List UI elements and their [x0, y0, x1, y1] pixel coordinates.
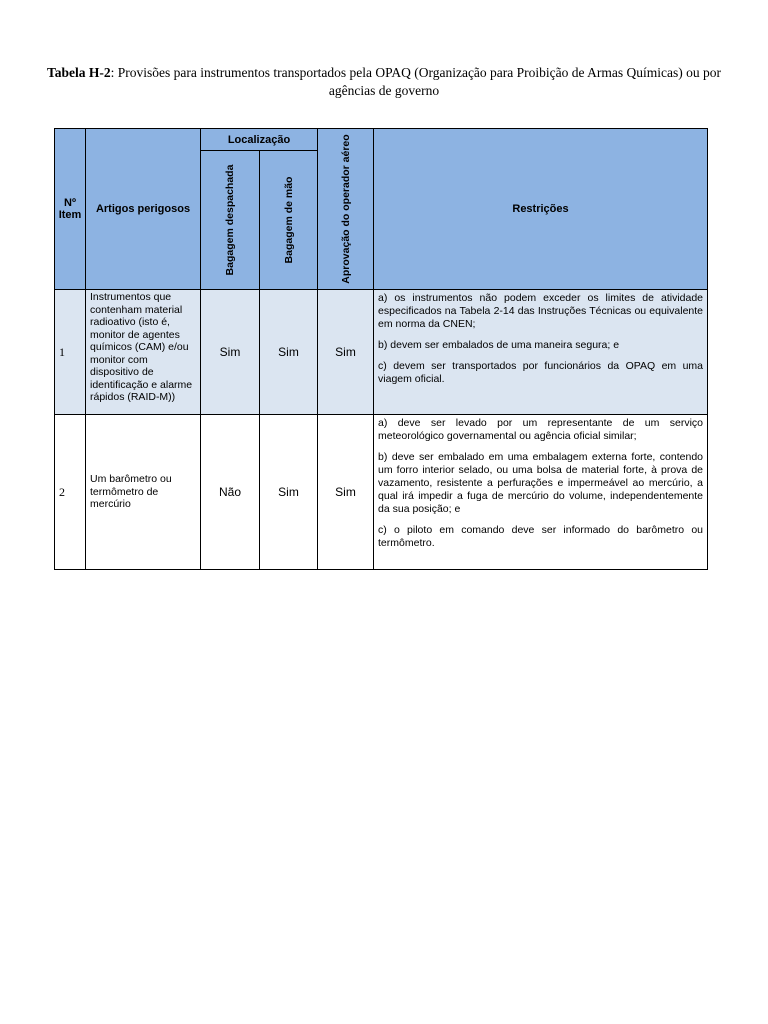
operator-approval-value: Sim [318, 290, 374, 415]
table-row [55, 290, 708, 415]
carry-on-baggage-value: Sim [260, 290, 318, 415]
header-item-number: Nº Item [55, 129, 86, 290]
dangerous-goods-description: Instrumentos que contenham material radioativo (isto é, monitor de agentes químicos (CAM) e/ou monitor com dispositivo de identificação e alarme rápidos (RAID-M)) [86, 290, 201, 415]
carry-on-baggage-value: Sim [260, 415, 318, 570]
restriction-item: b) deve ser embalado em uma embalagem externa forte, contendo um forro interior selado, ou uma bolsa de material forte, à prova de vazamento, resistente a perfurações e impermeável ao mercúrio, a qual irá impedir a fuga de mercúrio do volume, independentemente da sua posição; e [378, 451, 704, 515]
operator-approval-value: Sim [318, 415, 374, 570]
header-carry-on-baggage-label: Bagagem de mão [282, 176, 295, 264]
header-location: Localização [201, 129, 318, 151]
checked-baggage-value: Não [201, 415, 260, 570]
restriction-item: c) o piloto em comando deve ser informado do barômetro ou termômetro. [378, 524, 704, 549]
header-operator-approval-label: Aprovação do operador aéreo [339, 134, 352, 284]
restriction-item: a) deve ser levado por um representante de um serviço meteorológico governamental ou agência oficial similar; [378, 417, 704, 442]
checked-baggage-value: Sim [201, 290, 260, 415]
header-checked-baggage [201, 151, 260, 290]
restriction-item: a) os instrumentos não podem exceder os limites de atividade especificados na Tabela 2-14 das Instruções Técnicas ou equivalente em norma da CNEN; [378, 292, 704, 330]
header-operator-approval [318, 129, 374, 290]
header-carry-on-baggage [260, 151, 318, 290]
restrictions-cell [374, 415, 708, 570]
item-number: 2 [55, 415, 86, 570]
table-row [55, 415, 708, 570]
header-dangerous-goods: Artigos perigosos [86, 129, 201, 290]
caption-label: Tabela H-2 [46, 65, 111, 80]
dangerous-goods-description: Um barômetro ou termômetro de mercúrio [86, 415, 201, 570]
caption-text: : Provisões para instrumentos transportados pela OPAQ (Organização para Proibição de Armas Químicas) ou por agências de governo [110, 65, 721, 98]
header-restrictions: Restrições [374, 129, 708, 290]
item-number: 1 [55, 290, 86, 415]
restriction-item: b) devem ser embalados de uma maneira segura; e [378, 339, 620, 351]
restriction-item: c) devem ser transportados por funcionários da OPAQ em uma viagem oficial. [378, 360, 704, 385]
restrictions-cell [374, 290, 708, 415]
table-caption [40, 64, 728, 100]
header-checked-baggage-label: Bagagem despachada [224, 164, 236, 276]
provisions-table [54, 128, 708, 570]
